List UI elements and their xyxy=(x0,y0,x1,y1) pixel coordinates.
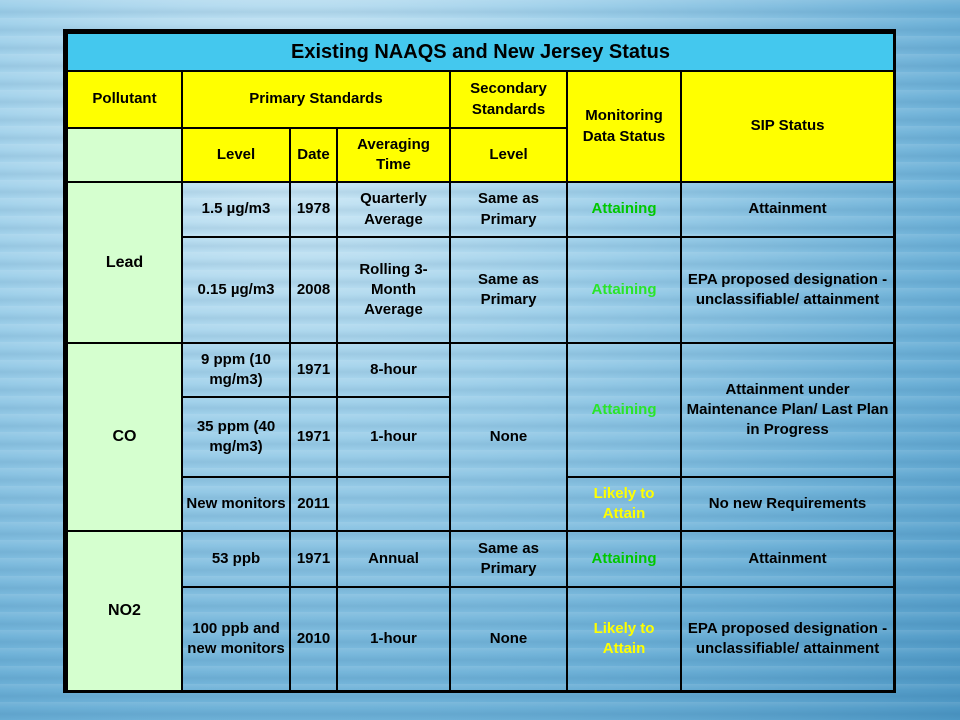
no2-r1-sip: Attainment xyxy=(681,531,894,587)
co-r1-level: 9 ppm (10 mg/m3) xyxy=(182,343,290,397)
lead-r2-secondary: Same as Primary xyxy=(450,237,567,343)
co-r3-date: 2011 xyxy=(290,477,337,531)
header-date: Date xyxy=(290,128,337,182)
lead-r1-averaging: Quarterly Average xyxy=(337,182,450,237)
lead-r1-date: 1978 xyxy=(290,182,337,237)
header-averaging-time: Averaging Time xyxy=(337,128,450,182)
co-r2-averaging: 1-hour xyxy=(337,397,450,477)
lead-r1-secondary: Same as Primary xyxy=(450,182,567,237)
pollutant-no2: NO2 xyxy=(67,531,182,691)
co-r3-averaging-blank xyxy=(337,477,450,531)
no2-r1-level: 53 ppb xyxy=(182,531,290,587)
no2-r2-level: 100 ppb and new monitors xyxy=(182,587,290,691)
naaqs-table xyxy=(66,32,895,692)
co-r3-level: New monitors xyxy=(182,477,290,531)
no2-r1-date: 1971 xyxy=(290,531,337,587)
no2-r2-date: 2010 xyxy=(290,587,337,691)
header-sip-status: SIP Status xyxy=(681,71,894,182)
header-level: Level xyxy=(182,128,290,182)
co-sip: Attainment under Maintenance Plan/ Last Plan in Progress xyxy=(681,343,894,477)
pollutant-lead: Lead xyxy=(67,182,182,343)
no2-r2-monitoring: Likely to Attain xyxy=(567,587,681,691)
co-r1-averaging: 8-hour xyxy=(337,343,450,397)
no2-r2-averaging: 1-hour xyxy=(337,587,450,691)
no2-r1-averaging: Annual xyxy=(337,531,450,587)
lead-r1-monitoring: Attaining xyxy=(567,182,681,237)
co-secondary: None xyxy=(450,343,567,531)
no2-r1-monitoring: Attaining xyxy=(567,531,681,587)
table-title: Existing NAAQS and New Jersey Status xyxy=(67,33,894,71)
lead-r2-averaging: Rolling 3-Month Average xyxy=(337,237,450,343)
co-r1-date: 1971 xyxy=(290,343,337,397)
co-monitoring: Attaining xyxy=(567,343,681,477)
header-secondary-level: Level xyxy=(450,128,567,182)
co-r3-monitoring: Likely to Attain xyxy=(567,477,681,531)
lead-r2-date: 2008 xyxy=(290,237,337,343)
lead-r2-sip: EPA proposed designation - unclassifiable/ attainment xyxy=(681,237,894,343)
naaqs-table-frame xyxy=(63,29,896,693)
header-primary-standards: Primary Standards xyxy=(182,71,450,128)
no2-r1-secondary: Same as Primary xyxy=(450,531,567,587)
header-secondary-standards: Secondary Standards xyxy=(450,71,567,128)
header-blank-cell xyxy=(67,128,182,182)
lead-r1-level: 1.5 µg/m3 xyxy=(182,182,290,237)
no2-r2-sip: EPA proposed designation - unclassifiable/ attainment xyxy=(681,587,894,691)
co-r3-sip: No new Requirements xyxy=(681,477,894,531)
lead-r2-monitoring: Attaining xyxy=(567,237,681,343)
pollutant-co: CO xyxy=(67,343,182,531)
co-r2-date: 1971 xyxy=(290,397,337,477)
lead-r1-sip: Attainment xyxy=(681,182,894,237)
co-r2-level: 35 ppm (40 mg/m3) xyxy=(182,397,290,477)
lead-r2-level: 0.15 µg/m3 xyxy=(182,237,290,343)
no2-r2-secondary: None xyxy=(450,587,567,691)
header-monitoring-data-status: Monitoring Data Status xyxy=(567,71,681,182)
header-pollutant: Pollutant xyxy=(67,71,182,128)
